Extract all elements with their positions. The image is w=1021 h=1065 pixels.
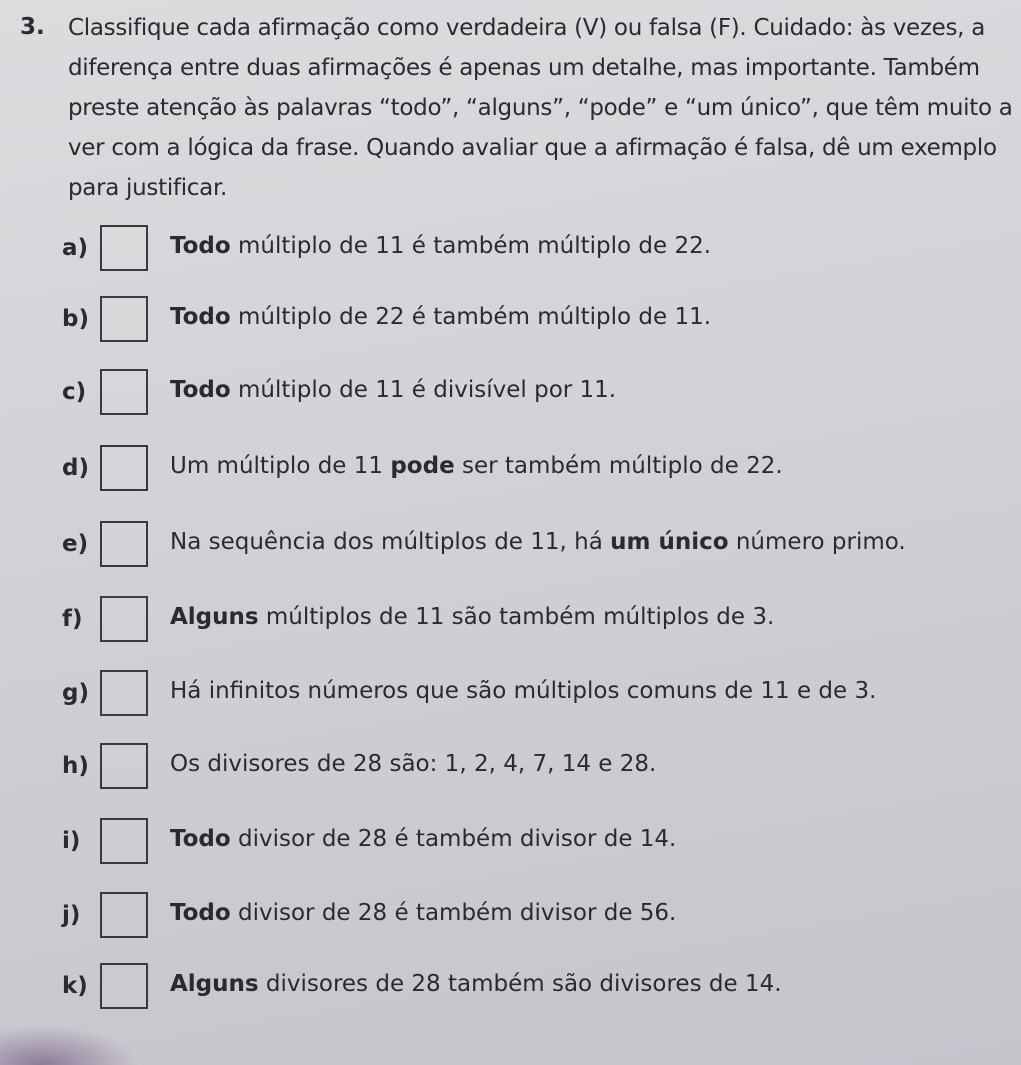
statement-item-g (62, 670, 1012, 720)
answer-checkbox-a[interactable] (100, 225, 148, 271)
answer-checkbox-h[interactable] (100, 743, 148, 789)
statement-item-d (62, 445, 1012, 495)
statement-rest: divisores de 28 também são divisores de 14. (258, 971, 782, 997)
statement-text (170, 900, 676, 926)
statement-text (170, 826, 676, 852)
item-letter: f) (62, 606, 83, 632)
answer-checkbox-j[interactable] (100, 892, 148, 938)
statement-text (170, 453, 783, 479)
statement-text (170, 529, 906, 555)
answer-checkbox-k[interactable] (100, 963, 148, 1009)
item-letter: g) (62, 680, 89, 706)
answer-checkbox-i[interactable] (100, 818, 148, 864)
statement-item-f (62, 596, 1012, 646)
question-number: 3. (20, 14, 45, 40)
statement-rest: ser também múltiplo de 22. (454, 453, 783, 479)
statement-rest: múltiplo de 11 é divisível por 11. (230, 377, 617, 403)
statement-text: Os divisores de 28 são: 1, 2, 4, 7, 14 e 28. (170, 751, 657, 777)
answer-checkbox-g[interactable] (100, 670, 148, 716)
statement-rest: múltiplos de 11 são também múltiplos de 3. (258, 604, 775, 630)
item-letter: e) (62, 531, 89, 557)
item-letter: b) (62, 306, 89, 332)
statement-item-h (62, 743, 1012, 793)
keyword: um único (610, 529, 729, 555)
answer-checkbox-f[interactable] (100, 596, 148, 642)
item-letter: i) (62, 828, 81, 854)
keyword: Alguns (170, 604, 259, 630)
statement-text (170, 604, 774, 630)
statement-rest: número primo. (728, 529, 906, 555)
item-letter: a) (62, 235, 89, 261)
statement-rest: divisor de 28 é também divisor de 14. (230, 826, 677, 852)
statement-text (170, 304, 711, 330)
statement-text: Há infinitos números que são múltiplos comuns de 11 e de 3. (170, 678, 877, 704)
statement-item-b (62, 296, 1012, 346)
statement-rest: múltiplo de 22 é também múltiplo de 11. (230, 304, 712, 330)
item-letter: k) (62, 973, 88, 999)
instruction-line: preste atenção às palavras “todo”, “alguns”, “pode” e “um único”, que têm muito a (68, 95, 1013, 121)
statement-lead: Um múltiplo de 11 (170, 453, 391, 479)
keyword: Todo (170, 377, 231, 403)
statement-text (170, 971, 782, 997)
statement-rest: múltiplo de 11 é também múltiplo de 22. (230, 233, 712, 259)
keyword: Todo (170, 304, 231, 330)
answer-checkbox-d[interactable] (100, 445, 148, 491)
answer-checkbox-c[interactable] (100, 369, 148, 415)
statement-item-k (62, 963, 1012, 1013)
keyword: pode (390, 453, 455, 479)
statement-item-c (62, 369, 1012, 419)
shadow-corner (0, 1025, 140, 1065)
statement-item-i (62, 818, 1012, 868)
answer-checkbox-b[interactable] (100, 296, 148, 342)
item-letter: j) (62, 902, 81, 928)
statement-text (170, 233, 711, 259)
instruction-line: ver com a lógica da frase. Quando avaliar que a afirmação é falsa, dê um exemplo (68, 135, 997, 161)
question-instructions (68, 8, 1013, 208)
statement-rest: divisor de 28 é também divisor de 56. (230, 900, 677, 926)
answer-checkbox-e[interactable] (100, 521, 148, 567)
statement-lead: Na sequência dos múltiplos de 11, há (170, 529, 611, 555)
statement-item-e (62, 521, 1012, 571)
item-letter: h) (62, 753, 89, 779)
statement-item-a (62, 225, 1012, 275)
statement-item-j (62, 892, 1012, 942)
keyword: Todo (170, 826, 231, 852)
instruction-line: para justificar. (68, 175, 227, 201)
instruction-line: diferença entre duas afirmações é apenas um detalhe, mas importante. Também (68, 55, 980, 81)
item-letter: d) (62, 455, 89, 481)
keyword: Alguns (170, 971, 259, 997)
instruction-line: Classifique cada afirmação como verdadeira (V) ou falsa (F). Cuidado: às vezes, a (68, 15, 985, 41)
item-letter: c) (62, 379, 87, 405)
keyword: Todo (170, 233, 231, 259)
keyword: Todo (170, 900, 231, 926)
statement-text (170, 377, 616, 403)
